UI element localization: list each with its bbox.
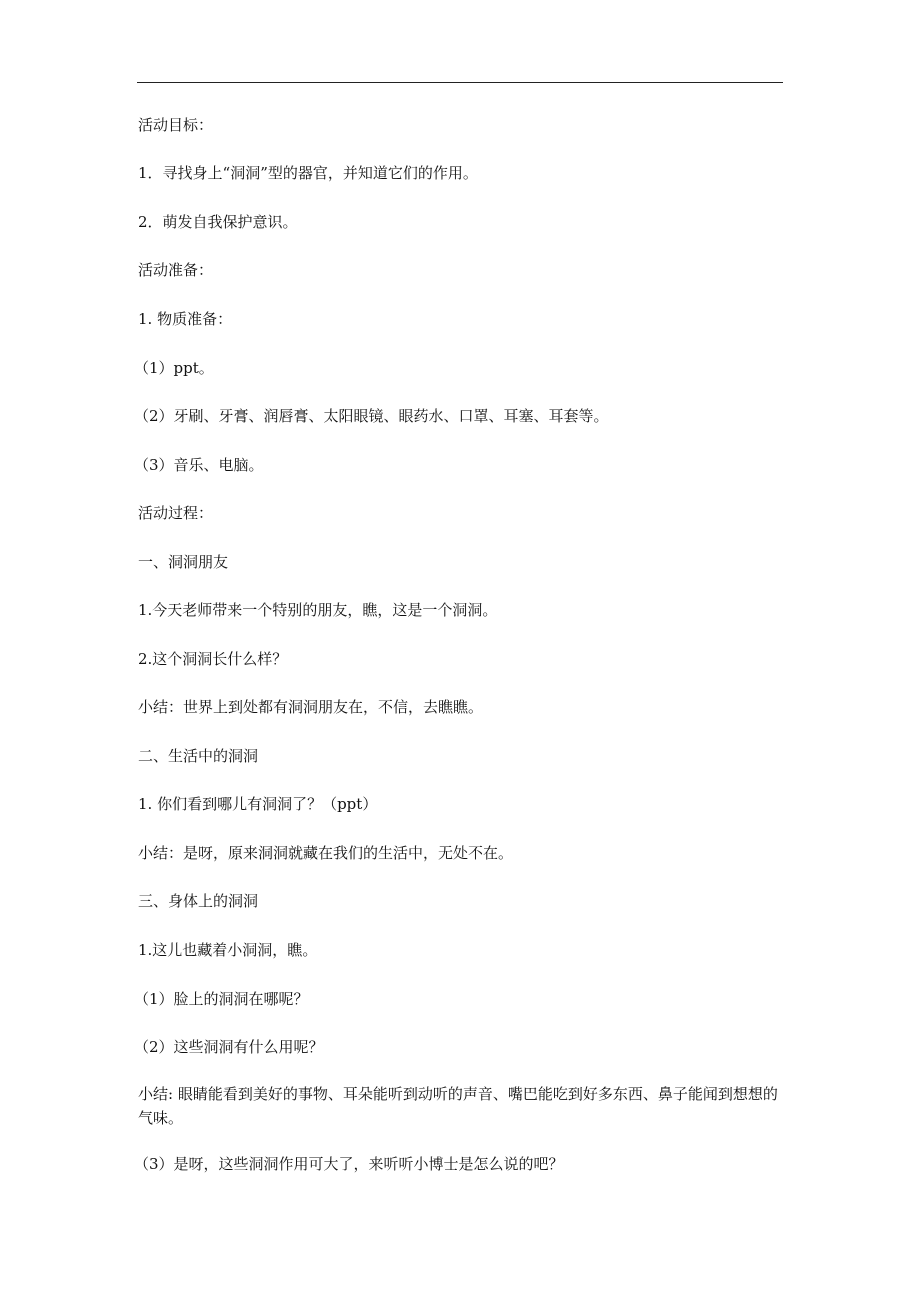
section2-item-1: 1. 你们看到哪儿有洞洞了？（ppt） [138,795,378,813]
heading-activity-goals: 活动目标： [138,116,214,134]
prep-subitem-2: （2）牙刷、牙膏、润唇膏、太阳眼镜、眼药水、口罩、耳塞、耳套等。 [134,407,609,425]
section3-item-1: 1.这儿也藏着小洞洞，瞧。 [138,941,318,959]
goal-item-1: 1．寻找身上“洞洞”型的器官，并知道它们的作用。 [138,164,478,182]
prep-subitem-1: （1）ppt。 [134,359,214,377]
section2-summary: 小结：是呀，原来洞洞就藏在我们的生活中，无处不在。 [138,844,514,862]
prep-item-1: 1. 物质准备： [138,310,233,328]
goal-item-2: 2．萌发自我保护意识。 [138,213,298,231]
heading-activity-process: 活动过程： [138,504,214,522]
section3-subitem-1: （1）脸上的洞洞在哪呢？ [134,990,309,1008]
heading-activity-preparation: 活动准备： [138,261,214,279]
section1-item-2: 2.这个洞洞长什么样？ [138,650,288,668]
header-rule [137,82,783,83]
section3-summary: 小结: 眼睛能看到美好的事物、耳朵能听到动听的声音、嘴巴能吃到好多东西、鼻子能闻到想想的气味。 [138,1085,778,1127]
section-heading-1: 一、洞洞朋友 [138,553,229,571]
section-heading-3: 三、身体上的洞洞 [138,892,259,910]
section1-summary: 小结：世界上到处都有洞洞朋友在，不信，去瞧瞧。 [138,698,484,716]
section3-subitem-2: （2）这些洞洞有什么用呢？ [134,1038,324,1056]
section1-item-1: 1.今天老师带来一个特别的朋友，瞧，这是一个洞洞。 [138,601,498,619]
prep-subitem-3: （3）音乐、电脑。 [134,456,264,474]
section-heading-2: 二、生活中的洞洞 [138,747,259,765]
section3-subitem-3: （3）是呀，这些洞洞作用可大了，来听听小博士是怎么说的吧？ [134,1155,564,1173]
